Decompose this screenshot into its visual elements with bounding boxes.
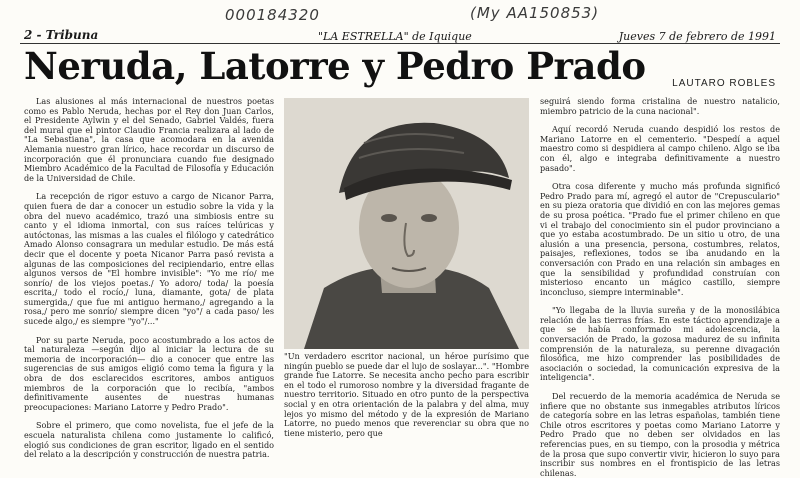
issue-date: Jueves 7 de febrero de 1991	[618, 30, 776, 43]
paragraph: La recepción de rigor estuvo a cargo de Nicanor Parra, quien fuera de dar a conocer un estudio sobre la vida y la obra del nuevo académico, trazó una simbiosis entre su canto y el idioma inmortal, con sus raíces telúricas y autóctonas, las mismas a las cuales el filólogo y catedrático Amado Alonso consagrara un medular estudio. De más está decir que el docente y poeta Nicanor Parra pasó revista a algunas de las composiciones del recipiendario, entre ellas algunos versos de "El hombre invisible": "Yo me río/ me sonrío/ de los viejos poetas./ Yo adoro/ toda/ la poesía escrita,/ todo el rocío,/ luna, diamante, gota/ de plata sumergida,/ que fue mi antiguo hermano,/ agregando a la rosa,/ pero me sonrío/ siempre dicen "yo"/ a cada paso/ les sucede algo,/ es siempre "yo"/..."	[24, 191, 274, 327]
page-section: 2 - Tribuna	[24, 28, 99, 42]
photo-caption: "Un verdadero escritor nacional, un héroe purísimo que ningún pueblo se puede dar el lujo de soslayar...". "Hombre grande fue Latorre. Se necesita ancho pecho para escribir en el todo el rumoroso nombre y la diversidad fragante de nuestro territorio. Situado en otro punto de la perspectiva social y en otra orientación de la palabra y del alma, muy lejos yo mismo del método y de la expresión de Mariano Latorre, no puedo menos que reverenciar su obra que no tiene misterio, pero que	[284, 351, 529, 438]
handwritten-reference: (My AA150853)	[470, 4, 600, 22]
handwritten-catalog-number: 000184320	[225, 6, 320, 24]
paragraph: Otra cosa diferente y mucho más profunda significó Pedro Prado para mí, agregó el autor de "Crepusculario" en su pieza oratoria que dividió en con las mejores gemas de su prosa poética. "Prado fue el primer chileno en que vi el trabajo del conocimiento sin el pudor provinciano a que yo estaba acostumbrado. De un sitio u otro, de una alusión a una presencia, persona, costumbres, relatos, paisajes, reflexiones, todos se iba anudando en la conversación con Prado en una relación sin ambages en que la sensibilidad y profundidad construían con misterioso encanto un mágico castillo, siempre inconcluso, siempre interminable".	[540, 181, 780, 297]
neruda-portrait-photo	[284, 98, 529, 349]
paragraph: seguirá siendo forma cristalina de nuestro natalicio, miembro patricio de la cuna nacional".	[540, 96, 780, 116]
paragraph: Sobre el primero, que como novelista, fue el jefe de la escuela naturalista chilena como justamente lo calificó, elogió sus condiciones de gran escritor, ligado en el sentido del relato a la descripción y construcción de nuestra patria.	[24, 420, 274, 460]
byline: LAUTARO ROBLES	[672, 78, 776, 89]
newspaper-name: "LA ESTRELLA" de Iquique	[318, 30, 472, 43]
paragraph: Del recuerdo de la memoria académica de Neruda se infiere que no obstante sus inmegables atributos líricos de categoría sobre en las letras españolas, también tiene Chile otros escritores y poetas como Mariano Latorre y Pedro Prado que no deben ser olvidados en las referencias pues, en su tiempo, con la prosodia y métrica de la prosa que supo convertir vivir, hicieron lo suyo para inscribir sus nombres en el frontispicio de las letras chilenas.	[540, 391, 780, 478]
paragraph: Las alusiones al más internacional de nuestros poetas como es Pablo Neruda, hechas por el Rey don Juan Carlos, el Presidente Aylwin y el del Senado, Gabriel Valdés, fuera del mural que el pintor Claudio Francia realizara al lado de "La Sebastiana", la casa que acomodara en la avenida Alemania nuestro gran lírico, hace recordar un discurso de incorporación que él pronunciara cuando fue designado Miembro Académico de la Facultad de Filosofía y Educación de la Universidad de Chile.	[24, 96, 274, 183]
article-title: Neruda, Latorre y Pedro Prado	[24, 44, 646, 88]
paragraph: Por su parte Neruda, poco acostumbrado a los actos de tal naturaleza —según dijo al iniciar la lectura de su memoria de incorporación— dio a conocer que entre las sugerencias de sus amigos eligió como tema la figura y la obra de dos esclarecidos escritores, ambos antiguos miembros de la corporación que lo recibía, "ambos definitivamente ausentes de nuestras humanas preocupaciones: Mariano Latorre y Pedro Prado".	[24, 334, 274, 412]
paragraph: Aquí recordó Neruda cuando despidió los restos de Mariano Latorre en el cementerio. "Despedí a aquel maestro como si despidiera al campo chileno. Algo se iba con él, algo e integraba definitivamente a nuestro pasado".	[540, 124, 780, 173]
portrait-illustration	[284, 98, 529, 349]
paragraph: "Yo llegaba de la lluvia sureña y de la monosilábica relación de las tierras frías. En este táctico aprendizaje a que se había conformado mi adolescencia, la conversación de Prado, la gozosa madurez de su infinita comprensión de la naturaleza, su perenne divagación filosófica, me hizo comprender las posibilidades de asociación o sociedad, la comunicación expresiva de la inteligencia".	[540, 305, 780, 383]
article-column-1	[24, 96, 274, 460]
article-column-3	[540, 96, 780, 478]
